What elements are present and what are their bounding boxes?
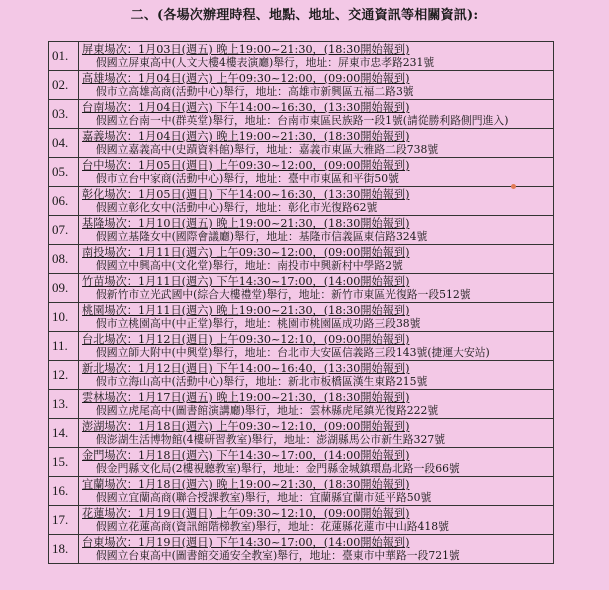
session-details: [79, 390, 554, 419]
session-row: [49, 245, 554, 274]
session-venue-text: 假市立高雄高商(活動中心)舉行，地址：高雄市新興區五福二路3號: [96, 85, 414, 98]
session-details: [79, 42, 554, 71]
session-time-text: 宜蘭場次：1月18日(週六) 晚上19:00~21:30，(18:30開始報到): [82, 478, 410, 491]
session-time-text: 嘉義場次：1月04日(週六) 晚上19:00~21:30，(18:30開始報到): [82, 130, 410, 143]
session-number: 09.: [49, 274, 79, 303]
session-number: 11.: [49, 332, 79, 361]
session-details: [79, 506, 554, 535]
session-number: 14.: [49, 419, 79, 448]
session-time-text: 南投場次：1月11日(週六) 上午09:30~12:00，(09:00開始報到): [82, 246, 410, 259]
session-venue-text: 假國立基隆女中(國際會議廳)舉行，地址：基隆市信義區東信路324號: [96, 230, 428, 243]
session-details: [79, 535, 554, 564]
session-number: 13.: [49, 390, 79, 419]
session-venue-text: 假市立海山高中(活動中心)舉行，地址：新北市板橋區漢生東路215號: [96, 375, 428, 388]
session-venue-text: 假市立台中家商(活動中心)舉行，地址：臺中市東區和平街50號: [96, 172, 399, 185]
session-venue-text: 假國立台東高中(圖書館交通安全教室)舉行，地址：臺東市中華路一段721號: [96, 549, 460, 562]
session-details: [79, 274, 554, 303]
session-time-text: 台南場次：1月04日(週六) 下午14:00~16:30，(13:30開始報到): [82, 101, 410, 114]
session-number: 03.: [49, 100, 79, 129]
session-venue-text: 假國立虎尾高中(圖書館演講廳)舉行，地址：雲林縣虎尾鎮光復路222號: [96, 404, 439, 417]
session-row: [49, 42, 554, 71]
session-venue-text: 假新竹市立光武國中(綜合大樓禮堂)舉行，地址：新竹市東區光復路一段512號: [96, 288, 471, 301]
session-row: [49, 274, 554, 303]
session-row: [49, 448, 554, 477]
session-details: [79, 477, 554, 506]
session-venue-text: 假國立花蓮高商(資訊館階梯教室)舉行，地址：花蓮縣花蓮市中山路418號: [96, 520, 449, 533]
session-time-text: 屏東場次：1月03日(週五) 晚上19:00~21:30，(18:30開始報到): [82, 43, 410, 56]
session-time-text: 台北場次：1月12日(週日) 上午09:30~12:10，(09:00開始報到): [82, 333, 410, 346]
session-venue-text: 假市立桃園高中(中正堂)舉行，地址：桃園市桃園區成功路三段38號: [96, 317, 421, 330]
session-details: [79, 129, 554, 158]
session-time-text: 新北場次：1月12日(週日) 下午14:00~16:40，(13:30開始報到): [82, 362, 410, 375]
session-row: [49, 390, 554, 419]
session-details: [79, 361, 554, 390]
session-venue-text: 假國立屏東高中(人文大樓4樓表演廳)舉行，地址：屏東市忠孝路231號: [96, 56, 435, 69]
session-time-text: 桃園場次：1月11日(週六) 晚上19:00~21:30，(18:30開始報到): [82, 304, 410, 317]
session-time-text: 高雄場次：1月04日(週六) 上午09:30~12:00，(09:00開始報到): [82, 72, 410, 85]
session-number: 16.: [49, 477, 79, 506]
session-details: [79, 245, 554, 274]
session-row: [49, 71, 554, 100]
session-row: [49, 187, 554, 216]
session-number: 02.: [49, 71, 79, 100]
session-number: 08.: [49, 245, 79, 274]
session-details: [79, 71, 554, 100]
session-row: [49, 506, 554, 535]
session-row: [49, 477, 554, 506]
session-time-text: 花蓮場次：1月19日(週日) 上午09:30~12:10，(09:00開始報到): [82, 507, 410, 520]
session-venue-text: 假國立中興高中(文化堂)舉行，地址：南投市中興新村中學路2號: [96, 259, 403, 272]
session-row: [49, 216, 554, 245]
session-venue-text: 假金門縣文化局(2樓視聽教室)舉行，地址：金門縣金城鎮環島北路一段66號: [96, 462, 460, 475]
session-details: [79, 332, 554, 361]
session-row: [49, 332, 554, 361]
session-time-text: 竹苗場次：1月11日(週六) 下午14:30~17:00，(14:00開始報到): [82, 275, 410, 288]
session-venue-text: 假國立彰化女中(活動中心)舉行，地址：彰化市光復路62號: [96, 201, 378, 214]
session-time-text: 雲林場次：1月17日(週五) 晚上19:00~21:30，(18:30開始報到): [82, 391, 410, 404]
session-details: [79, 100, 554, 129]
session-details: [79, 158, 554, 187]
session-details: [79, 419, 554, 448]
session-number: 07.: [49, 216, 79, 245]
session-time-text: 澎湖場次：1月18日(週六) 上午09:30~12:10，(09:00開始報到): [82, 420, 410, 433]
session-number: 10.: [49, 303, 79, 332]
session-row: [49, 129, 554, 158]
session-venue-text: 假國立師大附中(中興堂)舉行，地址：台北市大安區信義路三段143號(捷運大安站): [96, 346, 490, 359]
session-row: [49, 419, 554, 448]
session-venue-text: 假國立台南一中(群英堂)舉行，地址：台南市東區民族路一段1號(請從勝利路側門進入): [96, 114, 509, 127]
session-row: [49, 361, 554, 390]
session-time-text: 台中場次：1月05日(週日) 上午09:30~12:00，(09:00開始報到): [82, 159, 410, 172]
session-number: 01.: [49, 42, 79, 71]
session-details: [79, 216, 554, 245]
session-number: 05.: [49, 158, 79, 187]
session-time-text: 金門場次：1月18日(週六) 下午14:30~17:00，(14:00開始報到): [82, 449, 410, 462]
session-row: [49, 100, 554, 129]
session-number: 12.: [49, 361, 79, 390]
session-number: 17.: [49, 506, 79, 535]
page-title: 二、(各場次辦理時程、地點、地址、交通資訊等相關資訊):: [130, 8, 479, 23]
session-venue-text: 假國立嘉義高中(史蹟資料館)舉行，地址：嘉義市東區大雅路二段738號: [96, 143, 439, 156]
orange-dot-mark: [511, 184, 516, 189]
session-row: [49, 303, 554, 332]
session-venue-text: 假澎湖生活博物館(4樓研習教室)舉行，地址：澎湖縣馬公市新生路327號: [96, 433, 446, 446]
session-number: 18.: [49, 535, 79, 564]
session-time-text: 彰化場次：1月05日(週日) 下午14:00~16:30，(13:30開始報到): [82, 188, 410, 201]
session-number: 06.: [49, 187, 79, 216]
session-number: 15.: [49, 448, 79, 477]
session-time-text: 台東場次：1月19日(週日) 下午14:30~17:00，(14:00開始報到): [82, 536, 410, 549]
session-row: [49, 158, 554, 187]
session-details: [79, 303, 554, 332]
schedule-table: [48, 41, 554, 564]
session-number: 04.: [49, 129, 79, 158]
session-time-text: 基隆場次：1月10日(週五) 晚上19:00~21:30，(18:30開始報到): [82, 217, 410, 230]
schedule-table-body: [49, 42, 554, 564]
session-details: [79, 187, 554, 216]
session-row: [49, 535, 554, 564]
session-venue-text: 假國立宜蘭高商(聯合授課教室)舉行，地址：宜蘭縣宜蘭市延平路50號: [96, 491, 432, 504]
session-details: [79, 448, 554, 477]
